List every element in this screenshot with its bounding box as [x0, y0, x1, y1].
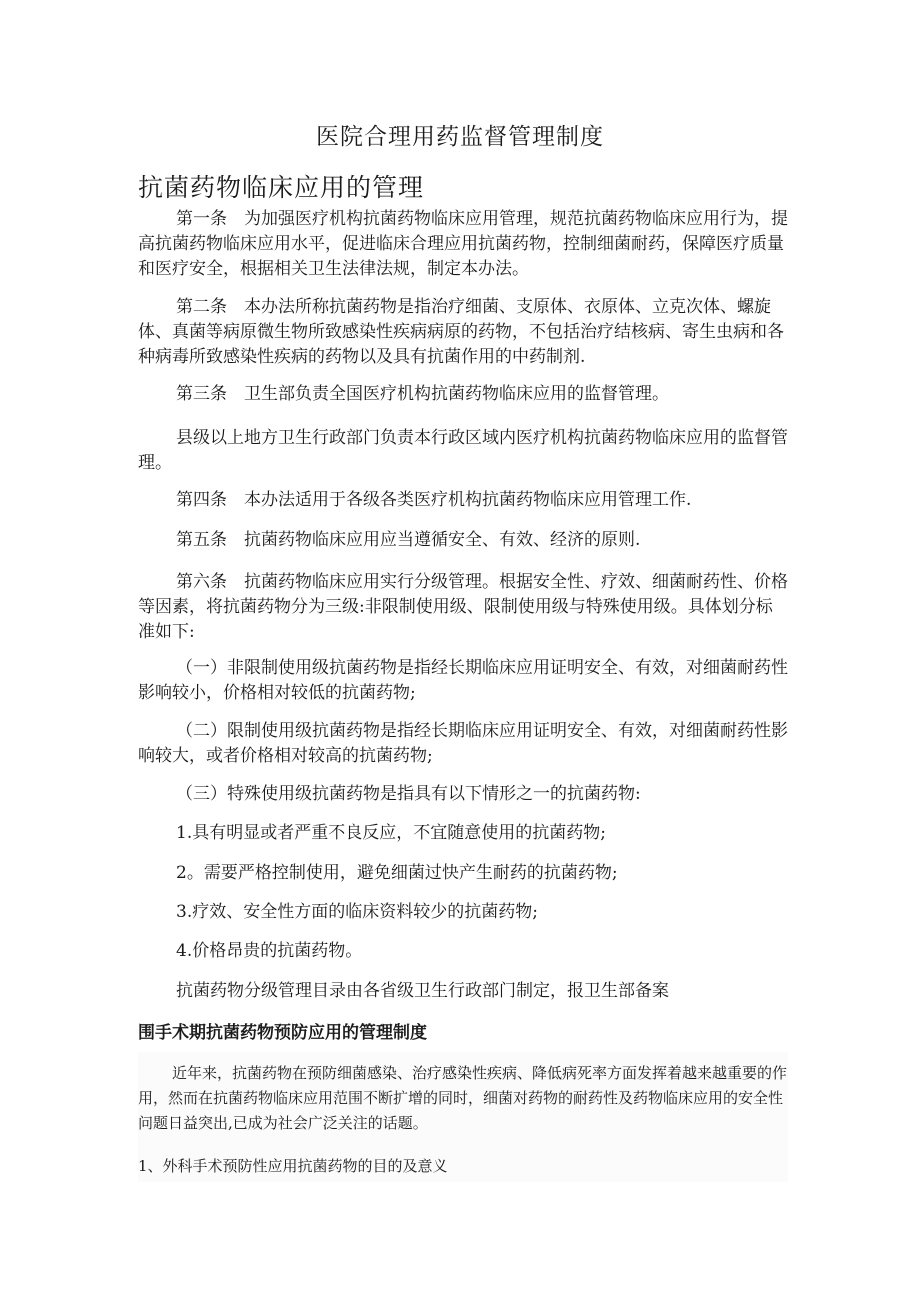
special-criterion-1: 1.具有明显或者严重不良反应，不宜随意使用的抗菌药物; — [176, 823, 606, 843]
article-1: 第一条 为加强医疗机构抗菌药物临床应用管理，规范抗菌药物临床应用行为，提高抗菌药物临床应用水平，促进临床合理应用抗菌药物，控制细菌耐药，保障医疗质量和医疗安全，根据相关卫生法律法规，制定本办法。 — [138, 209, 788, 279]
article-6: 第六条 抗菌药物临床应用实行分级管理。根据安全性、疗效、细菌耐药性、价格等因素，将抗菌药物分为三级:非限制使用级、限制使用级与特殊使用级。具体划分标准如下: — [138, 572, 788, 642]
perioperative-intro: 近年来，抗菌药物在预防细菌感染、治疗感染性疾病、降低病死率方面发挥着越来越重要的作用，然而在抗菌药物临床应用范围不断扩增的同时，细菌对药物的耐药性及药物临床应用的安全性问题日益突出,已成为社会广泛关注的话题。 — [138, 1064, 788, 1132]
section-heading-perioperative: 围手术期抗菌药物预防应用的管理制度 — [138, 1023, 427, 1043]
article-4: 第四条 本办法适用于各级各类医疗机构抗菌药物临床应用管理工作. — [176, 490, 692, 510]
special-criterion-2: 2。需要严格控制使用，避免细菌过快产生耐药的抗菌药物; — [176, 863, 618, 883]
catalogue-note: 抗菌药物分级管理目录由各省级卫生行政部门制定，报卫生部备案 — [176, 981, 669, 1001]
special-criterion-3: 3.疗效、安全性方面的临床资料较少的抗菌药物; — [176, 902, 538, 922]
special-criterion-4: 4.价格昂贵的抗菌药物。 — [176, 941, 363, 961]
article-5: 第五条 抗菌药物临床应用应当遵循安全、有效、经济的原则. — [176, 530, 641, 550]
section-heading-antibacterial: 抗菌药物临床应用的管理 — [138, 173, 425, 202]
perioperative-subheading: 1、外科手术预防性应用抗菌药物的目的及意义 — [138, 1157, 448, 1175]
grade-unrestricted: （一）非限制使用级抗菌药物是指经长期临床应用证明安全、有效，对细菌耐药性影响较小，价格相对较低的抗菌药物; — [138, 658, 788, 703]
document-title: 医院合理用药监督管理制度 — [316, 124, 604, 150]
grade-restricted: （二）限制使用级抗菌药物是指经长期临床应用证明安全、有效，对细菌耐药性影响较大，或者价格相对较高的抗菌药物; — [138, 721, 788, 766]
grade-special: （三）特殊使用级抗菌药物是指具有以下情形之一的抗菌药物: — [176, 784, 641, 804]
article-3: 第三条 卫生部负责全国医疗机构抗菌药物临床应用的监督管理。 — [176, 384, 669, 404]
article-3-supplement: 县级以上地方卫生行政部门负责本行政区域内医疗机构抗菌药物临床应用的监督管理。 — [138, 428, 788, 473]
article-2: 第二条 本办法所称抗菌药物是指治疗细菌、支原体、衣原体、立克次体、螺旋体、真菌等病原微生物所致感染性疾病病原的药物，不包括治疗结核病、寄生虫病和各种病毒所致感染性疾病的药物以及具有抗菌作用的中药制剂. — [138, 297, 784, 367]
